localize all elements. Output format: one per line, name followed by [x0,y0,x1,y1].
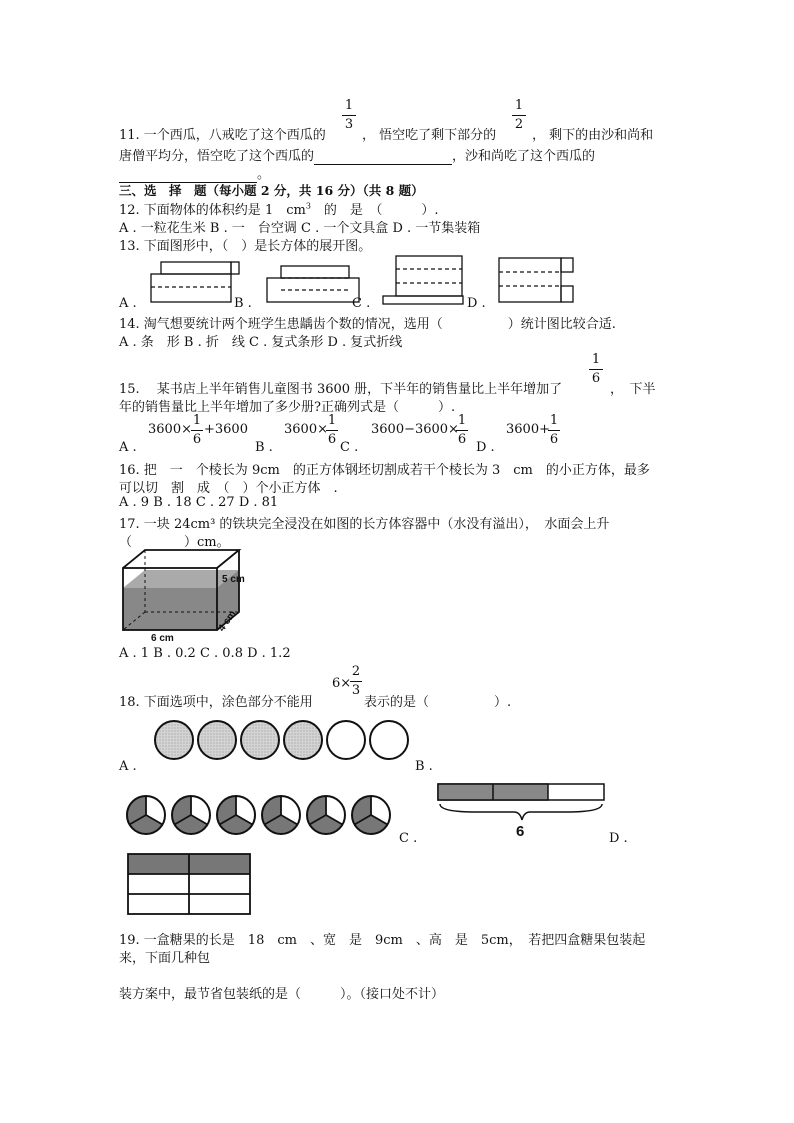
circle-3 [241,721,279,759]
q18-label-a: A . [119,759,137,774]
q16-line2: 可以切 割 成 （ ）个小正方体 . [119,481,338,496]
q13-label-a: A . [119,296,137,311]
q12-sup: 3 [305,201,311,211]
q15-option-d: 3600+ [506,422,550,437]
q18-option-c-pies [124,792,396,838]
q15-a-pre: 3600× [148,422,192,437]
q11-frac2-den: 2 [514,117,524,132]
q15-b-num: 1 [327,413,337,428]
q11-line2-a: 唐僧平均分，悟空吃了这个西瓜的 [119,149,315,164]
q11-fraction-1 [342,98,356,133]
q12-stem-b: 的 是 （ ）. [310,203,439,218]
net-d-body [499,258,561,302]
q15-line1-end: ， 下半 [610,382,656,397]
q18-label-c: C . [399,831,418,846]
q18-bar-label: 6 [516,823,525,840]
q18-option-d-bar [436,780,608,844]
q17-options: A . 1 B . 0.2 C . 0.8 D . 1.2 [119,646,291,661]
net-a-body [151,274,231,302]
q13-label-c: C . [352,296,371,311]
q15-option-b-frac [326,413,338,448]
q18-expr-pre: 6× [332,676,352,691]
q13-label-b: B . [234,296,252,311]
q15-option-c: 3600−3600× [371,422,459,437]
circle-1 [155,721,193,759]
q11-frac2-num: 1 [514,98,524,113]
pie-5 [307,796,345,834]
section-3-heading: 三、选 择 题（每小题 2 分，共 16 分）（共 8 题） [119,183,424,198]
circle-5 [327,721,365,759]
q15-label-a: A . [119,440,137,455]
q19-line2: 来，下面几种包 [119,951,211,966]
q18-option-d-grid [126,852,254,918]
q12-stem [119,199,439,218]
circle-6 [370,721,408,759]
q15-option-b: 3600× [284,422,328,437]
q15-label-d: D . [476,440,495,455]
q18-option-a-circles [150,718,412,764]
q15-c-num: 1 [457,413,467,428]
q13-label-d: D . [467,296,486,311]
q11-line1-prefix: 11. 一个西瓜，八戒吃了这个西瓜的 [119,128,326,143]
net-c-body [396,256,462,296]
q15-label-b: B . [255,440,273,455]
pie-4 [262,796,300,834]
q14-stem: 14. 淘气想要统计两个班学生患龋齿个数的情况，选用（ ）统计图比较合适. [119,317,616,332]
q19-line3: 装方案中，最节省包装纸的是（ ）。（接口处不计） [119,987,445,1002]
q18-label-d: D . [609,831,628,846]
q17-line1: 17. 一块 24cm³ 的铁块完全浸没在如图的长方体容器中（水没有溢出）， 水面会上升 [119,517,610,532]
q11-line3 [119,163,270,183]
q15-line2: 年的销售量比上半年增加了多少册?正确列式是（ ）. [119,400,456,415]
q15-fraction [589,352,603,387]
pie-3 [217,796,255,834]
q15-option-a [148,422,192,437]
q18-label-b: B . [415,759,433,774]
q18-stem-b: 表示的是（ ）. [364,695,512,710]
q17-dim-height: 5 cm [222,574,245,585]
q14-options: A . 条 形 B . 折 线 C . 复式条形 D . 复式折线 [119,335,403,350]
pie-2 [172,796,210,834]
q15-option-c-frac [456,413,468,448]
net-a-top [161,262,231,274]
q11-line1-suffix: ， 剩下的由沙和尚和 [532,128,654,143]
pie-1 [127,796,165,834]
q15-b-den: 6 [327,432,337,447]
q15-a-den: 6 [192,432,202,447]
q12-options: A . 一粒花生米 B . 一 台空调 C . 一个文具盒 D . 一节集装箱 [119,221,481,236]
q19-line1: 19. 一盒糖果的长是 18 cm 、宽 是 9cm 、高 是 5cm， 若把四盒糖果包装起 [119,933,646,948]
q16-line1: 16. 把 一 个棱长为 9cm 的正方体钢坯切割成若干个棱长为 3 cm 的小正方体，最多 [119,463,650,478]
q12-stem-a: 12. 下面物体的体积约是 1 cm [119,203,306,218]
q15-option-d-frac [548,413,560,448]
q18-frac-num: 2 [351,664,361,679]
q11-line2 [119,145,595,165]
q11-line2-b: ，沙和尚吃了这个西瓜的 [452,149,596,164]
q18-frac-den: 3 [351,683,361,698]
answer-blank-1[interactable] [314,149,452,165]
q15-frac-den: 6 [591,371,601,386]
q15-a-num: 1 [192,413,202,428]
q17-line2: （ ）cm。 [119,535,230,550]
q11-frac1-den: 3 [344,117,354,132]
q11-fraction-2 [512,98,526,133]
q17-dim-depth: 4 cm [216,608,239,634]
q11-frac1-num: 1 [344,98,354,113]
q15-d-num: 1 [549,413,559,428]
net-b-top [281,266,349,278]
circle-2 [198,721,236,759]
q17-dim-width: 6 cm [151,633,174,642]
q11-line3-end: 。 [257,167,271,182]
q15-c-den: 6 [457,432,467,447]
q17-container-figure [119,548,259,642]
circle-4 [284,721,322,759]
q15-label-c: C . [340,440,359,455]
q15-frac-num: 1 [591,352,601,367]
q18-stem-a: 18. 下面选项中，涂色部分不能用 [119,695,313,710]
q13-stem: 13. 下面图形中，（ ）是长方体的展开图。 [119,239,372,254]
q15-option-a-post: +3600 [204,422,248,437]
q18-fraction [350,664,362,699]
q15-line1: 15. 某书店上半年销售儿童图书 3600 册，下半年的销售量比上半年增加了 [119,382,563,397]
pie-6 [352,796,390,834]
q15-d-den: 6 [549,432,559,447]
q15-option-a-frac [191,413,203,448]
q11-line1-mid: ， 悟空吃了剩下部分的 [362,128,497,143]
q16-options: A . 9 B . 18 C . 27 D . 81 [119,495,279,510]
